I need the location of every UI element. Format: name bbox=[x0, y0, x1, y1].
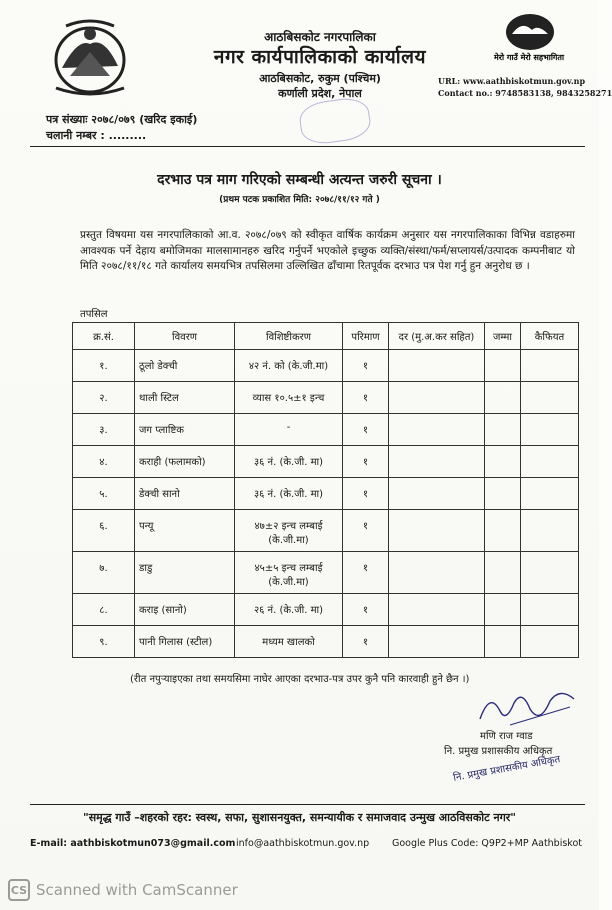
cell-item: डेक्ची सानो bbox=[135, 478, 235, 510]
cell-spec: ४५±५ इन्च लम्बाई (के.जी.मा) bbox=[235, 552, 343, 594]
cell-qty: १ bbox=[343, 626, 389, 658]
cell-total bbox=[485, 510, 521, 552]
cell-item: जग प्लाष्टिक bbox=[135, 414, 235, 446]
cell-spec: व्यास १०.५±१ इन्च bbox=[235, 382, 343, 414]
cell-rate bbox=[389, 350, 485, 382]
cell-sn: ९. bbox=[73, 626, 135, 658]
cell-qty: १ bbox=[343, 446, 389, 478]
items-table bbox=[72, 322, 579, 658]
list-label: तपसिल bbox=[80, 309, 108, 320]
footer-email-2: info@aathbiskotmun.gov.np bbox=[236, 838, 370, 849]
cell-rate bbox=[389, 478, 485, 510]
cell-sn: ७. bbox=[73, 552, 135, 594]
cell-remarks bbox=[521, 350, 579, 382]
cell-rate bbox=[389, 446, 485, 478]
cell-total bbox=[485, 350, 521, 382]
cell-item: पानी गिलास (स्टील) bbox=[135, 626, 235, 658]
cell-rate bbox=[389, 510, 485, 552]
cell-sn: ३. bbox=[73, 414, 135, 446]
footer-plus-code: Google Plus Code: Q9P2+MP Aathbiskot bbox=[392, 838, 583, 849]
table-row bbox=[73, 446, 579, 478]
cell-spec: ४७±२ इन्च लम्बाई (के.जी.मा) bbox=[235, 510, 343, 552]
cell-rate bbox=[389, 594, 485, 626]
cell-item: कराही (फलामको) bbox=[135, 446, 235, 478]
cell-spec: ३६ नं. (के.जी. मा) bbox=[235, 478, 343, 510]
cell-spec: २६ नं. (के.जी. मा) bbox=[235, 594, 343, 626]
table-row bbox=[73, 350, 579, 382]
cell-item: कराइ (सानो) bbox=[135, 594, 235, 626]
table-row bbox=[73, 552, 579, 594]
cell-remarks bbox=[521, 414, 579, 446]
footer-divider bbox=[30, 804, 585, 805]
cell-rate bbox=[389, 552, 485, 594]
cell-remarks bbox=[521, 382, 579, 414]
municipality-name: आठबिसकोट नगरपालिका bbox=[264, 30, 376, 44]
table-row bbox=[73, 594, 579, 626]
cell-sn: ४. bbox=[73, 446, 135, 478]
footer-email: E-mail: aathbiskotmun073@gmail.com bbox=[30, 838, 236, 849]
table-row bbox=[73, 382, 579, 414]
cell-remarks bbox=[521, 478, 579, 510]
cell-remarks bbox=[521, 552, 579, 594]
cell-qty: १ bbox=[343, 414, 389, 446]
cell-spec: - bbox=[235, 414, 343, 446]
cell-rate bbox=[389, 626, 485, 658]
cell-sn: ६. bbox=[73, 510, 135, 552]
cell-spec: मध्यम खालको bbox=[235, 626, 343, 658]
cell-item: ठूलो डेक्ची bbox=[135, 350, 235, 382]
letter-number: पत्र संख्याः २०७८/०७९ (खरिद इकाई) bbox=[46, 113, 198, 126]
cell-qty: १ bbox=[343, 594, 389, 626]
cell-sn: २. bbox=[73, 382, 135, 414]
disclaimer-note: (रीत नपुऱ्याइएका तथा समयसिमा नाघेर आएका दरभाउ-पत्र उपर कुनै पनि कारवाही हुने छैन ।) bbox=[130, 674, 470, 685]
cell-item: पन्यू bbox=[135, 510, 235, 552]
table-row bbox=[73, 414, 579, 446]
office-address: आठबिसकोट, रुकुम (पश्चिम) bbox=[259, 72, 381, 85]
cell-total bbox=[485, 552, 521, 594]
website-url: URL: www.aathbiskotmun.gov.np bbox=[438, 76, 586, 86]
cell-qty: १ bbox=[343, 350, 389, 382]
camscanner-icon: CS bbox=[8, 879, 30, 901]
province-name: कर्णाली प्रदेश, नेपाल bbox=[278, 87, 362, 100]
footer-slogan: "समृद्ध गाउँ –शहरको रहर: स्वस्थ, सफा, सुशासनयुक्त, समन्यायीक र समाजवाद उन्मुख आठविसकोट नगर" bbox=[82, 811, 517, 824]
camscanner-text: Scanned with CamScanner bbox=[36, 881, 238, 899]
cell-sn: ५. bbox=[73, 478, 135, 510]
cell-rate bbox=[389, 382, 485, 414]
cell-sn: १. bbox=[73, 350, 135, 382]
cell-remarks bbox=[521, 594, 579, 626]
contact-number: Contact no.: 9748583138, 9843258271 bbox=[438, 88, 612, 98]
cell-total bbox=[485, 594, 521, 626]
nepal-emblem-icon bbox=[48, 18, 132, 96]
table-row bbox=[73, 510, 579, 552]
office-stamp bbox=[297, 95, 372, 146]
logo-caption: मेरो गाउँ मेरो सहभागिता bbox=[493, 53, 565, 62]
cell-spec: ३६ नं. (के.जी. मा) bbox=[235, 446, 343, 478]
table-row bbox=[73, 626, 579, 658]
header-item: विवरण bbox=[135, 323, 235, 350]
table-header-row bbox=[73, 323, 579, 350]
header-divider bbox=[30, 146, 585, 147]
header-spec: विशिष्टीकरण bbox=[235, 323, 343, 350]
header-sn: क्र.सं. bbox=[73, 323, 135, 350]
cell-remarks bbox=[521, 626, 579, 658]
office-name: नगर कार्यपालिकाको कार्यालय bbox=[213, 46, 427, 68]
signatory-designation: नि. प्रमुख प्रशासकीय अधिकृत bbox=[444, 746, 553, 757]
notice-title: दरभाउ पत्र माग गरिएको सम्बन्धी अत्यन्त जरुरी सूचना । bbox=[157, 172, 442, 188]
cell-total bbox=[485, 626, 521, 658]
camscanner-watermark bbox=[8, 879, 238, 901]
header-qty: परिमाण bbox=[343, 323, 389, 350]
signatory-name: मणि राज ग्वाड bbox=[480, 731, 533, 742]
cell-total bbox=[485, 478, 521, 510]
cell-spec: ४२ नं. को (के.जी.मा) bbox=[235, 350, 343, 382]
cell-qty: १ bbox=[343, 382, 389, 414]
municipality-logo-icon bbox=[493, 12, 565, 70]
cell-qty: १ bbox=[343, 552, 389, 594]
cell-total bbox=[485, 446, 521, 478]
header-total: जम्मा bbox=[485, 323, 521, 350]
signature-scribble bbox=[470, 685, 580, 729]
cell-total bbox=[485, 382, 521, 414]
cell-rate bbox=[389, 414, 485, 446]
cell-remarks bbox=[521, 510, 579, 552]
cell-item: थाली स्टिल bbox=[135, 382, 235, 414]
cell-item: डाडु bbox=[135, 552, 235, 594]
header-rate: दर (मु.अ.कर सहित) bbox=[389, 323, 485, 350]
cell-qty: १ bbox=[343, 478, 389, 510]
cell-remarks bbox=[521, 446, 579, 478]
cell-total bbox=[485, 414, 521, 446]
designation-stamp: नि. प्रमुख प्रशासकीय अधिकृत bbox=[452, 754, 562, 784]
table-row bbox=[73, 478, 579, 510]
header-remarks: कैफियत bbox=[521, 323, 579, 350]
cell-sn: ८. bbox=[73, 594, 135, 626]
notice-subtitle: (प्रथम पटक प्रकाशित मिति: २०७८/११/१२ गते ) bbox=[219, 195, 380, 205]
notice-body: प्रस्तुत विषयमा यस नगरपालिकाको आ.व. २०७८/०७९ को स्वीकृत वार्षिक कार्यक्रम अनुसार यस नगरपालिकाका विभिन्न वडाहरुमा आवश्यक पर्ने देहाय बमोजिमका मालसामानहरु खरिद गर्नुपर्ने भएकोले इच्छुक व्यक्ति/संस्था/फर्म/सप्लायर्स/उत्पादक कम्पनीबाट यो मिति २०७८/११/१८ गते कार्यालय समयभित्र तपसिलमा उल्लिखित ढाँचामा रितपूर्वक दरभाउ पत्र पेश गर्नु हुन अनुरोध छ । bbox=[80, 229, 575, 273]
dispatch-number: चलानी नम्बर : ......... bbox=[46, 129, 147, 142]
cell-qty: १ bbox=[343, 510, 389, 552]
